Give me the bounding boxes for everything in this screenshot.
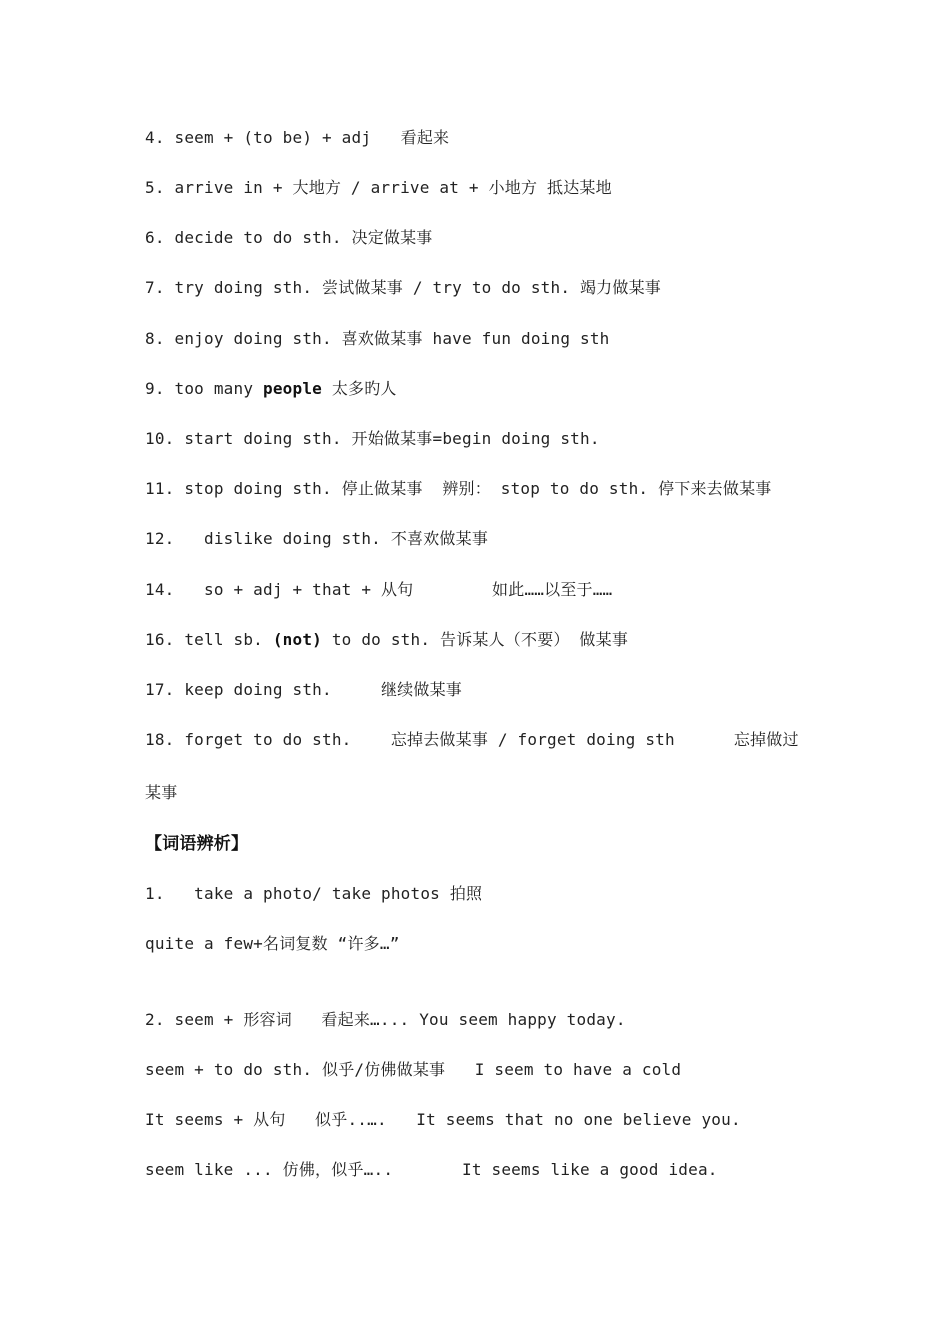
phrase-line-8: 8. enjoy doing sth. 喜欢做某事 have fun doing sth bbox=[145, 329, 610, 348]
phrase-line-18-continued: 某事 bbox=[145, 783, 178, 802]
analysis-line-seem-to-do: seem + to do sth. 似乎/仿佛做某事 I seem to have a cold bbox=[145, 1060, 682, 1079]
analysis-line-it-seems: It seems + 从句 似乎..…. It seems that no one believe you. bbox=[145, 1110, 741, 1129]
phrase-line-9-bold: people bbox=[263, 379, 322, 398]
section-heading: 【词语辨析】 bbox=[145, 834, 249, 854]
phrase-line-14: 14. so + adj + that + 从句 如此……以至于…… bbox=[145, 580, 613, 599]
phrase-line-12: 12. dislike doing sth. 不喜欢做某事 bbox=[145, 529, 489, 548]
phrase-line-16-pre: 16. tell sb. bbox=[145, 630, 273, 649]
phrase-line-18: 18. forget to do sth. 忘掉去做某事 / forget doing sth 忘掉做过 bbox=[145, 730, 799, 749]
analysis-line-2: 2. seem + 形容词 看起来…... You seem happy today. bbox=[145, 1010, 626, 1029]
phrase-line-16-bold: (not) bbox=[272, 630, 322, 649]
phrase-line-6: 6. decide to do sth. 决定做某事 bbox=[145, 228, 433, 247]
phrase-line-9 bbox=[145, 377, 397, 401]
phrase-line-17: 17. keep doing sth. 继续做某事 bbox=[145, 680, 462, 699]
phrase-line-10: 10. start doing sth. 开始做某事=begin doing sth. bbox=[145, 429, 600, 448]
phrase-line-11: 11. stop doing sth. 停止做某事 辨别： stop to do sth. 停下来去做某事 bbox=[145, 479, 772, 498]
phrase-line-7: 7. try doing sth. 尝试做某事 / try to do sth. 竭力做某事 bbox=[145, 278, 661, 297]
analysis-line-seem-like: seem like ... 仿佛，似乎….. It seems like a good idea. bbox=[145, 1160, 718, 1179]
phrase-line-16-post: to do sth. 告诉某人（不要） 做某事 bbox=[322, 630, 629, 649]
analysis-line-1: 1. take a photo/ take photos 拍照 bbox=[145, 884, 483, 903]
phrase-line-5: 5. arrive in + 大地方 / arrive at + 小地方 抵达某地 bbox=[145, 178, 612, 197]
analysis-line-quite-a-few: quite a few+名词复数 “许多…” bbox=[145, 934, 400, 953]
phrase-line-9-pre: 9. too many bbox=[145, 379, 263, 398]
phrase-line-9-post: 太多旳人 bbox=[322, 379, 397, 398]
phrase-line-4: 4. seem + (to be) + adj 看起来 bbox=[145, 128, 450, 147]
phrase-line-16 bbox=[145, 628, 628, 652]
